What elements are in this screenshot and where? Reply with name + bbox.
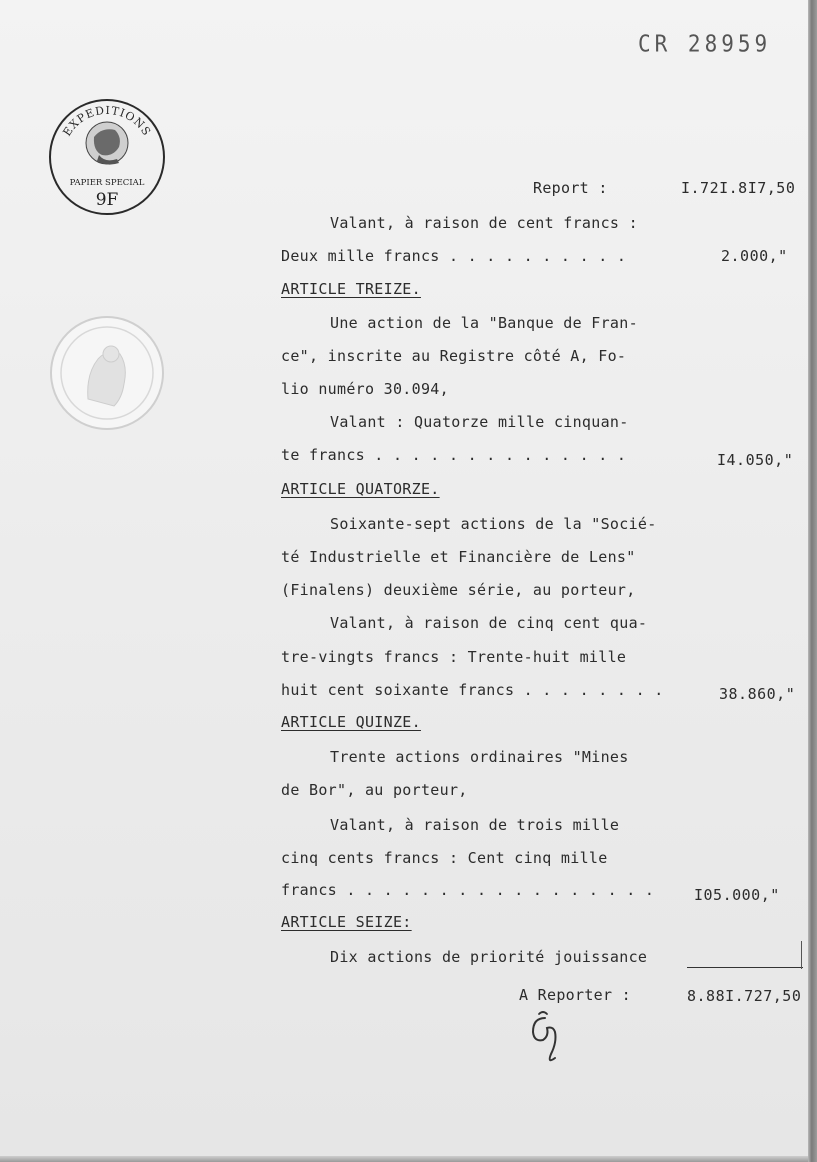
text-line: cinq cents francs : Cent cinq mille [281,849,608,867]
page-bottom-edge [0,1156,808,1162]
stamp-top-text: EXPEDITIONS [60,103,154,139]
signature-initials-icon [525,1008,575,1066]
stamp-price: 9F [95,190,119,210]
text-line: Une action de la "Banque de Fran- [330,314,638,332]
total-rule [687,967,803,968]
text-line: Deux mille francs . . . . . . . . . . [281,247,627,265]
text-line: lio numéro 30.094, [281,380,449,398]
text-line: Dix actions de priorité jouissance [330,948,648,966]
text-line: Valant, à raison de trois mille [330,816,620,834]
text-line: ce", inscrite au Registre côté A, Fo- [281,347,627,365]
a-reporter-label: A Reporter : [519,986,631,1004]
article-heading: ARTICLE SEIZE: [281,913,412,931]
report-amount: I.72I.8I7,50 [681,179,796,197]
a-reporter-amount: 8.88I.727,50 [687,987,802,1005]
text-line: té Industrielle et Financière de Lens" [281,548,636,566]
article-heading: ARTICLE QUINZE. [281,713,421,731]
report-label: Report : [533,179,608,197]
text-line: huit cent soixante francs . . . . . . . . [281,681,664,699]
stamp-label: PAPIER SPECIAL [69,178,145,188]
page-edge-shadow [808,0,817,1162]
tax-stamp-icon [47,97,168,218]
text-line: te francs . . . . . . . . . . . . . . [281,446,627,464]
line-amount: 38.860," [719,685,796,703]
text-line: Valant, à raison de cinq cent qua- [330,614,648,632]
text-line: Trente actions ordinaires "Mines [330,748,629,766]
line-amount: 2.000," [721,247,788,265]
text-line: tre-vingts francs : Trente-huit mille [281,648,627,666]
text-line: Valant : Quatorze mille cinquan- [330,413,629,431]
serial-number: CR 28959 [638,30,772,58]
embossed-seal-icon [48,314,166,432]
article-heading: ARTICLE TREIZE. [281,280,421,298]
text-line: Soixante-sept actions de la "Socié- [330,515,657,533]
line-amount: I05.000," [694,886,780,904]
text-line: de Bor", au porteur, [281,781,468,799]
article-heading: ARTICLE QUATORZE. [281,480,440,498]
text-line: (Finalens) deuxième série, au porteur, [281,581,636,599]
rule-edge-mark [801,941,802,969]
text-line: Valant, à raison de cent francs : [330,214,638,232]
line-amount: I4.050," [717,451,794,469]
text-line: francs . . . . . . . . . . . . . . . . . [281,881,655,899]
